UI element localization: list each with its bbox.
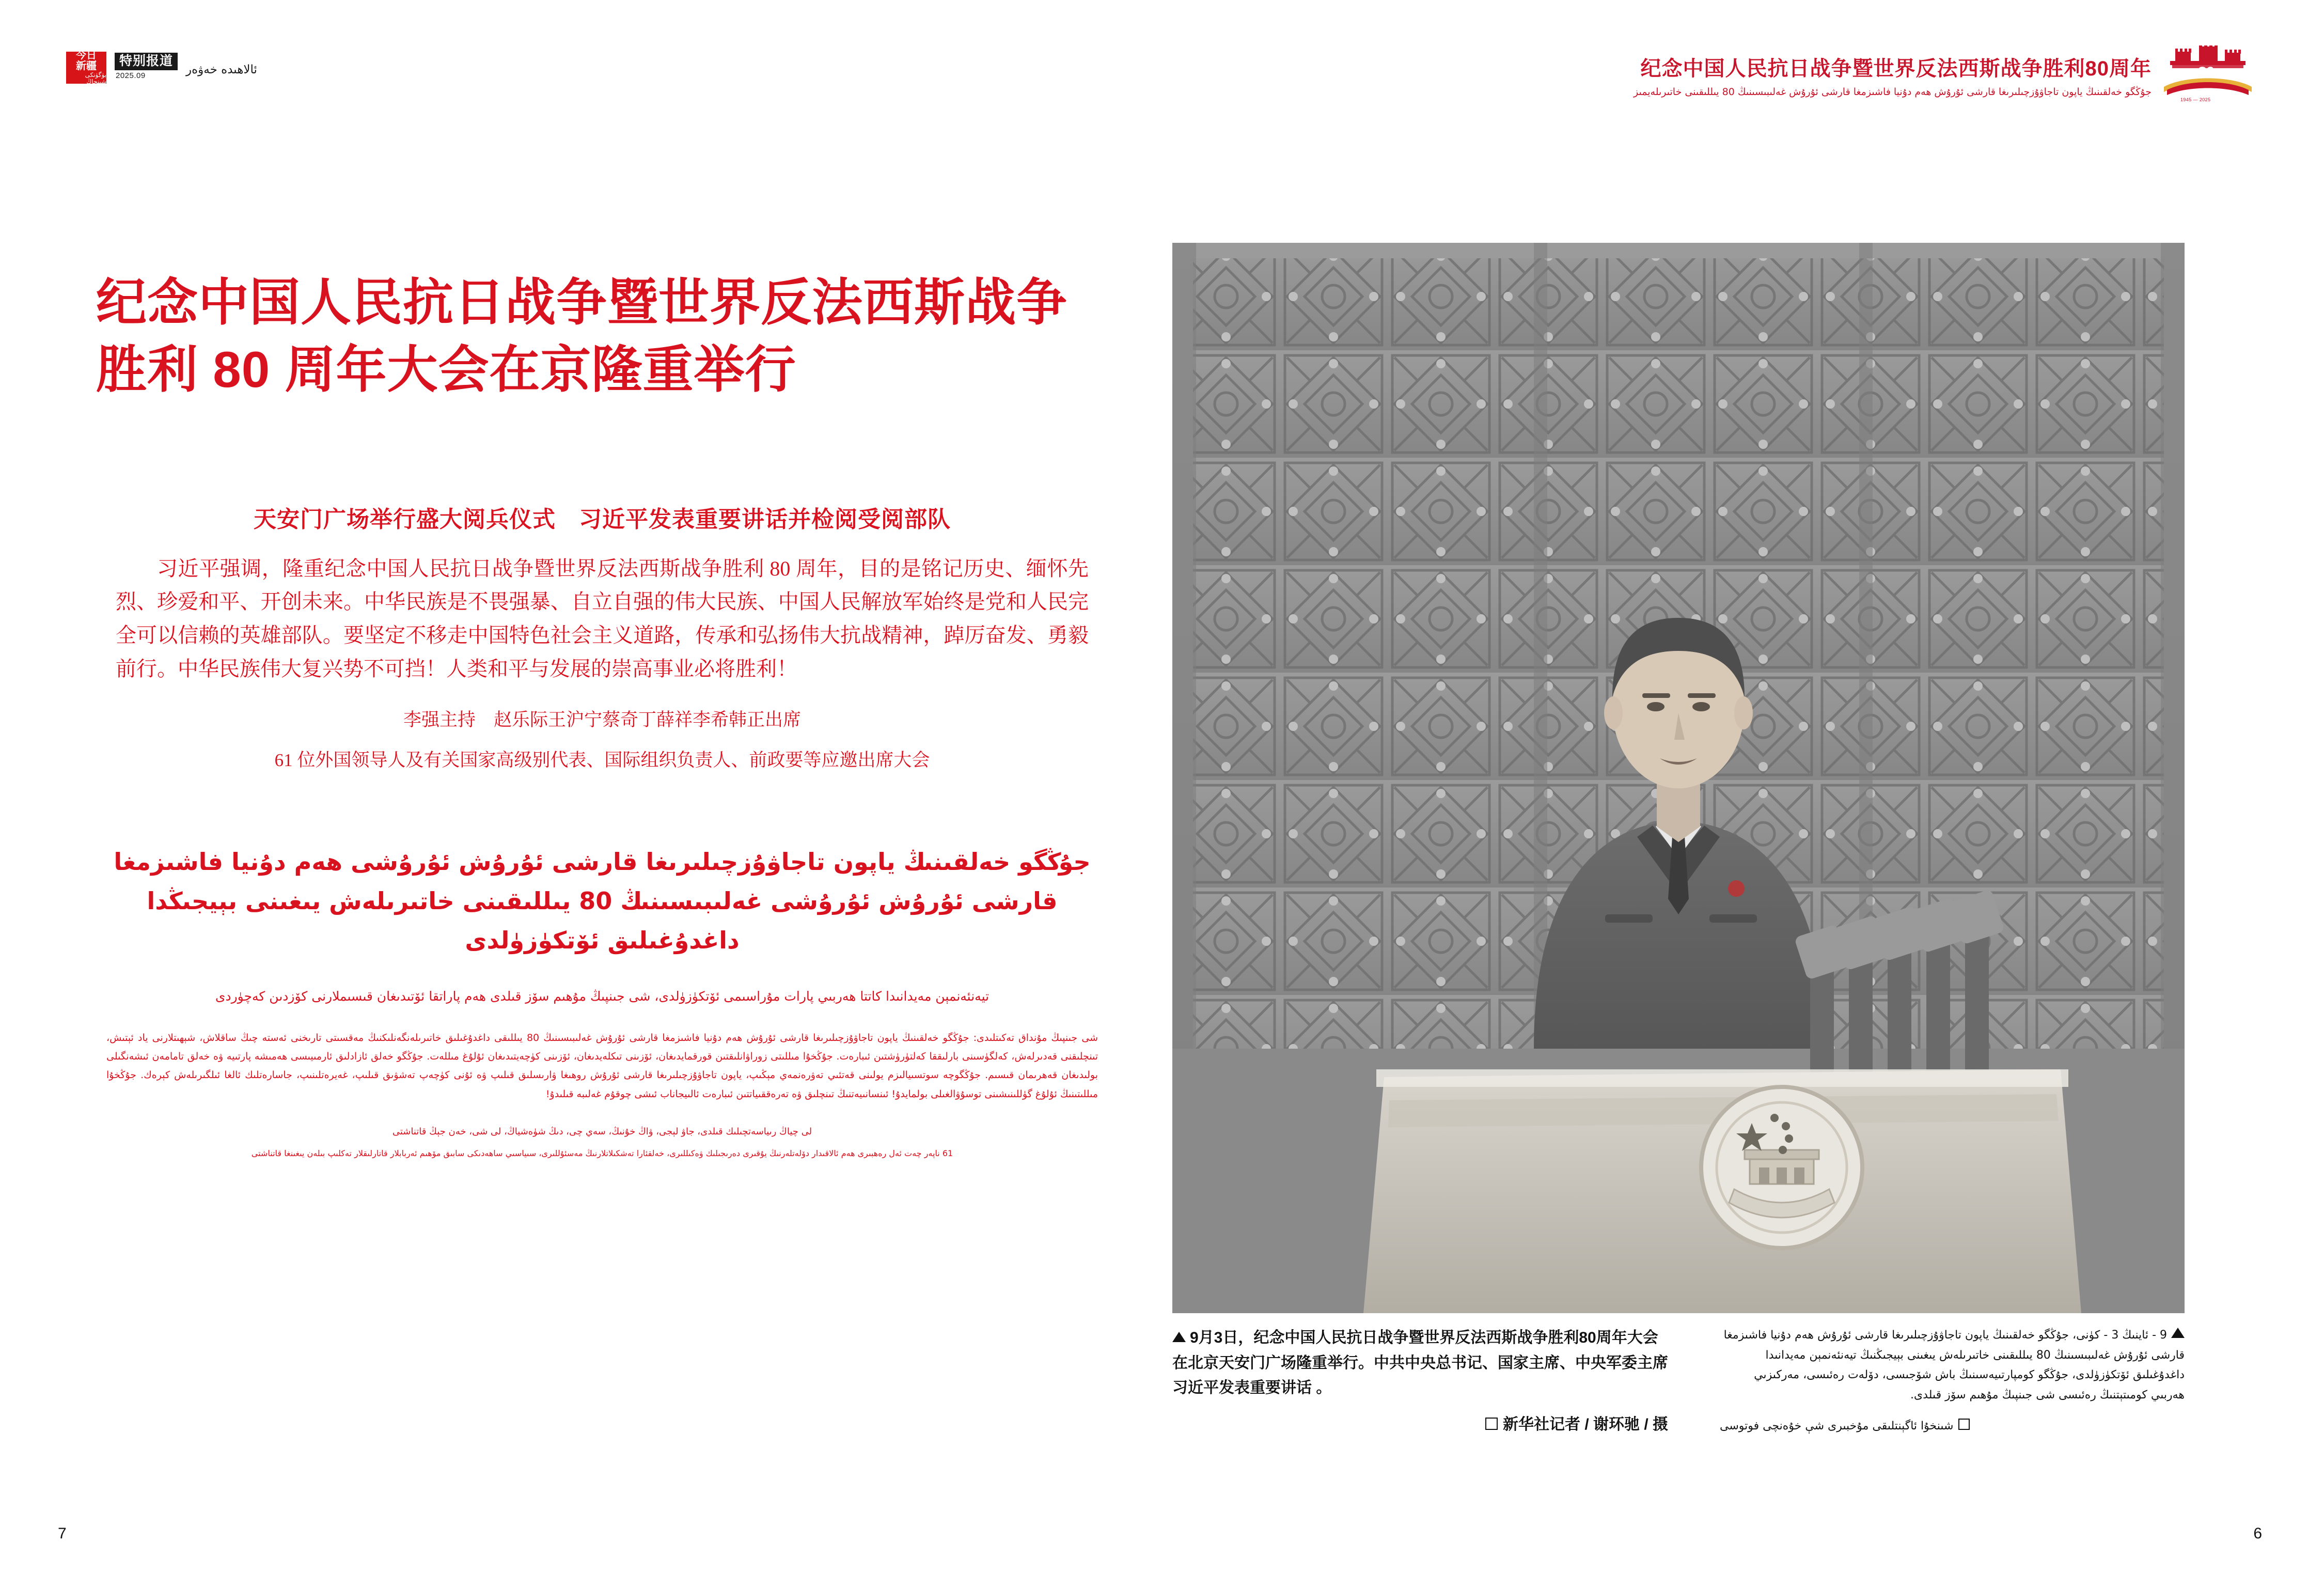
anniversary-number: 80	[2198, 64, 2215, 81]
section-tag-ug: ئالاھىدە خەۋەر	[186, 63, 257, 76]
publication-logo-cn2: 新疆	[76, 60, 97, 72]
triangle-bullet-icon	[1172, 1332, 1186, 1342]
anniversary-badge-icon	[2162, 43, 2254, 106]
page-number-left: 7	[58, 1525, 67, 1542]
headline-uyghur: جۇڭگو خەلقىنىڭ ياپون تاجاۋۇزچىلىرىغا قارشى ئۇرۇش ئۇرۇشى ھەم دۇنيا فاشىزمغا قارشى ئۇرۇش ئۇرۇشى غەلىبىسىنىڭ 80 يىللىقىنى خاتىرىلەش يىغىنى بېيجىڭدا داغدۇغىلىق ئۆتكۈزۈلدى	[114, 847, 1091, 954]
anniversary-title-cn: 纪念中国人民抗日战争暨世界反法西斯战争胜利80周年	[1640, 57, 2152, 80]
news-photo	[1172, 243, 2185, 1313]
square-bullet-icon	[1485, 1418, 1498, 1430]
anniversary-text	[1634, 52, 2152, 98]
anniversary-emblem	[1634, 43, 2254, 106]
page-number-right: 6	[2253, 1525, 2262, 1542]
body-paragraph-uyghur: شى جىنپىڭ مۇنداق تەكىتلىدى: جۇڭگو خەلقىنىڭ ياپون تاجاۋۇزچىلىرىغا قارشى ئۇرۇش ھەم دۇنيا فاشىزمغا قارشى ئۇرۇش غەلىبىسىنىڭ 80 يىللىقى داغدۇغىلىق خاتىرىلەنگەنلىكنىڭ مەقسىتى تارىخنى ئەستە چىڭ ساقلاش، شېھىتلارنى ياد ئېتىش، تىنچلىقنى قەدىرلەش، كەلگۈسىنى بارلىققا كەلتۈرۈشتىن ئىبارەت. جۇڭخۇا مىللىتى زوراۋانلىقتىن قورقمايدىغان، ئۆزىنى تىكلەيدىغان، ئۆزىنى كۈچەيتىدىغان ئۇلۇغ مىللەت. جۇڭگو خەلق ئازادلىق ئارمىيىسى ھەمىشە پارتىيە ۋە خەلق تامامەن ئىشەنگىلى بولىدىغان قەھرىمان قىسىم. جۇڭگوچە سوتسىيالىزم يولىنى قەتئىي تەۋرەنمەي مېڭىپ، ياپون تاجاۋۇزچىلىرىغا قارشى ئۇرۇش روھىغا ۋارىسلىق قىلىپ ۋە ئۇنى كۈچەپ تەشۋىق قىلىپ، غەيرەتلىنىپ، جاسارەتلىك ئالغا ئىلگىرىلەش كېرەك. جۇڭخۇا مىللىتىنىڭ ئۇلۇغ گۈللىنىشىنى توسۇۋالغىلى بولمايدۇ! ئىنسانىيەتنىڭ تىنچلىق ۋە تەرەققىياتتىن ئىبارەت ئالىيجاناب ئىشى چوقۇم غەلىبە قىلىدۇ!	[106, 1032, 1098, 1100]
caption-text-chinese: 9月3日，纪念中国人民抗日战争暨世界反法西斯战争胜利80周年大会在北京天安门广场隆重举行。中共中央总书记、国家主席、中央军委主席习近平发表重要讲话 。	[1172, 1329, 1668, 1397]
anniversary-title-ug: جۇڭگو خەلقىنىڭ ياپون تاجاۋۇزچىلىرىغا قارشى ئۇرۇش ھەم دۇنيا فاشىزمغا قارشى ئۇرۇش غەلىبىسىنىڭ 80 يىللىقىنى خاتىرىلەيمىز	[1634, 86, 2152, 98]
publication-logo-ug: بۈگۈنكى شىنجاڭ	[85, 71, 106, 85]
section-tag-cn: 特别报道	[115, 53, 178, 70]
masthead	[66, 52, 259, 84]
attendees-line-2-uyghur: 61 ناپەر چەت ئەل رەھبىرى ھەم ئالاقىدار دۆلەتلەرنىڭ يۇقىرى دەرىجىلىك ۋەكىللىرى، خەلقئارا تەشكىلاتلارنىڭ مەسئۇللىرى، سىياسىي ساھەدىكى سابىق مۆھىم ئەربابلار قاتارلىقلار تەكلىپ بىلەن يىغىنغا قاتناشتى	[251, 1148, 953, 1158]
photo-caption-chinese	[1172, 1326, 1668, 1437]
subheadline-uyghur: تيەنئەنمېن مەيدانىدا كاتتا ھەربىي پارات مۇراسىمى ئۆتكۈزۈلدى، شى جىنپىڭ مۇھىم سۆز قىلدى ھەم پاراتقا ئۆتىدىغان قىسىملارنى كۆزدىن كەچۈردى	[215, 988, 990, 1004]
attendees-line-1-uyghur: لى چياڭ رىياسەتچىلىك قىلدى، جاۋ لېجى، ۋاڭ خۇنىڭ، سەي چى، دىڭ شۈەشياڭ، لى شى، خەن جېڭ قاتناشتى	[392, 1126, 812, 1138]
square-bullet-icon-ug	[1958, 1419, 1970, 1430]
photo-caption-row	[1172, 1326, 2185, 1437]
photo-caption-uyghur	[1720, 1326, 2185, 1437]
caption-credit-text-uyghur: شىنخۇا ئاگېنتلىقى مۇخبىرى شې خۇەنچى فوتوسى	[1720, 1420, 1954, 1433]
masthead-section	[115, 52, 178, 80]
headline-chinese: 纪念中国人民抗日战争暨世界反法西斯战争胜利 80 周年大会在京隆重举行	[96, 274, 1068, 398]
lead-paragraph-chinese: 习近平强调，隆重纪念中国人民抗日战争暨世界反法西斯战争胜利 80 周年，目的是铭记历史、缅怀先烈、珍爱和平、开创未来。中华民族是不畏强暴、自立自强的伟大民族、中国人民解放军始终是党和人民完全可以信赖的英雄部队。要坚定不移走中国特色社会主义道路，传承和弘扬伟大抗战精神，踔厉奋发、勇毅前行。中华民族伟大复兴势不可挡！人类和平与发展的崇高事业必将胜利！	[116, 556, 1089, 681]
publication-logo	[66, 52, 106, 84]
attendees-line-1-chinese: 李强主持 赵乐际王沪宁蔡奇丁薛祥李希韩正出席	[403, 709, 801, 730]
issue-date: 2025.09	[116, 71, 146, 80]
article-column	[96, 269, 1108, 1161]
page-gutter	[1161, 0, 1163, 1588]
publication-logo-cn1: 今日	[76, 50, 97, 61]
photo-illustration	[1172, 243, 2185, 1313]
anniversary-years: 1945 — 2025	[2180, 97, 2211, 102]
caption-credit-uyghur	[1720, 1416, 2185, 1437]
caption-credit-text-chinese: 新华社记者 / 谢环驰 / 摄	[1502, 1415, 1668, 1433]
subheadline-chinese: 天安门广场举行盛大阅兵仪式 习近平发表重要讲话并检阅受阅部队	[254, 506, 951, 532]
caption-credit-chinese	[1172, 1412, 1668, 1438]
attendees-line-2-chinese: 61 位外国领导人及有关国家高级别代表、国际组织负责人、前政要等应邀出席大会	[274, 750, 930, 771]
caption-text-uyghur: 9 - ئاينىڭ 3 - كۈنى، جۇڭگو خەلقىنىڭ ياپون تاجاۋۇزچىلىرىغا قارشى ئۇرۇش ھەم دۇنيا فاشىزمغا قارشى ئۇرۇش غەلىبىسىنىڭ 80 يىللىقىنى خاتىرىلەش يىغىنى بېيجىڭنىڭ تيەنئەنمېن مەيدانىدا داغدۇغىلىق ئۆتكۈزۈلدى، جۇڭگو كومپارتىيەسىنىڭ باش شۆجىسى، دۆلەت رەئىسى، مەركىزىي ھەربىي كومىتېتنىڭ رەئىسى شى جىنپىڭ مۇھىم سۆز قىلدى.	[1723, 1329, 2185, 1402]
triangle-bullet-icon-ug	[2171, 1328, 2185, 1338]
